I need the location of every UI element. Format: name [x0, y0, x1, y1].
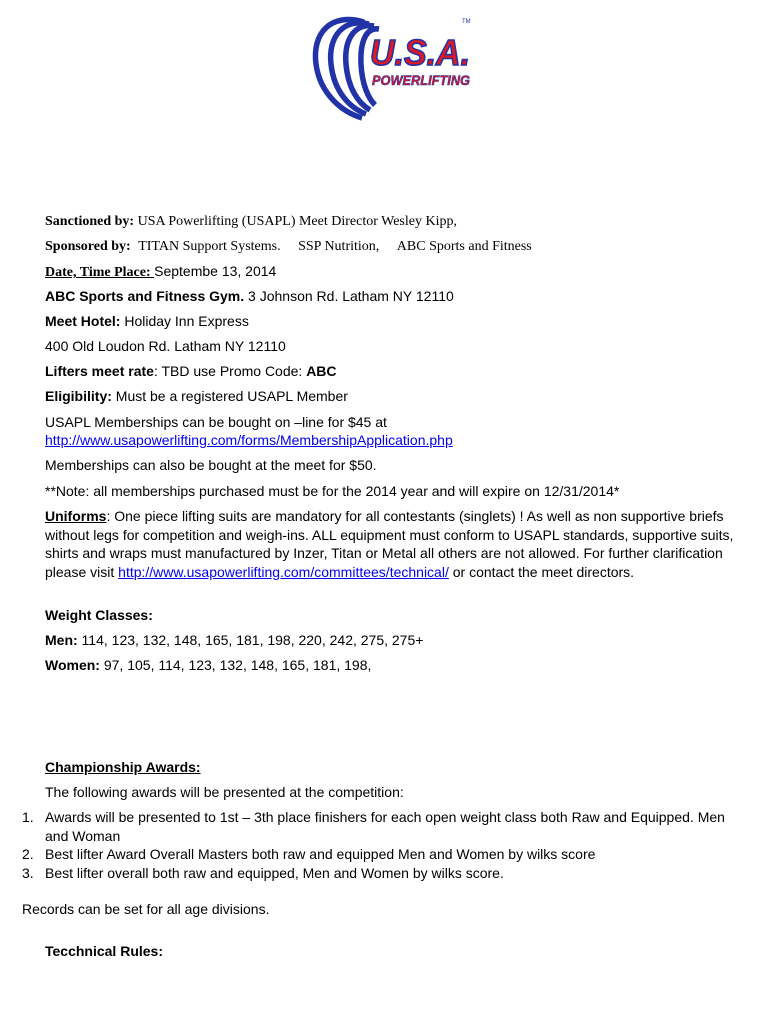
list-item: [22, 808, 752, 845]
uniforms-tail: or contact the meet directors.: [448, 563, 635, 580]
list-item-number: 1.: [22, 809, 34, 825]
rate-text: : TBD use Promo Code:: [153, 363, 307, 379]
gym-label: ABC Sports and Fitness Gym.: [45, 288, 245, 304]
sponsor-titan: TITAN Support Systems.: [138, 239, 281, 254]
logo-powerlifting-text: POWERLIFTING: [372, 72, 471, 88]
uniforms-paragraph: [45, 507, 745, 581]
sponsored-line: [45, 238, 532, 255]
list-item-number: 2.: [22, 846, 34, 862]
awards-list: [22, 808, 752, 882]
women-classes-line: [45, 657, 371, 674]
sanctioned-text: USA Powerlifting (USAPL) Meet Director Wesley Kipp,: [134, 214, 457, 229]
sponsored-label: Sponsored by:: [45, 239, 131, 254]
gym-line: [45, 288, 454, 305]
technical-rules-heading: Tecchnical Rules:: [45, 943, 164, 959]
promo-code: ABC: [306, 363, 337, 379]
gym-address: 3 Johnson Rd. Latham NY 12110: [244, 288, 454, 304]
uniforms-text: : One piece lifting suits are mandatory for all contestants (singlets) ! As well as non supportive briefs without legs for competition and weigh-ins. ALL equipment must conform to USAPL standards, supportive suits, shirts and wraps must manufactured by Inzer, Titan or Metal all others are not allowed. For further clarification please visit: [45, 508, 734, 580]
men-classes: 114, 123, 132, 148, 165, 181, 198, 220, 242, 275, 275+: [77, 632, 424, 648]
list-item-text: Best lifter Award Overall Masters both raw and equipped Men and Women by wilks score: [45, 846, 596, 862]
list-item-text: Best lifter overall both raw and equipped, Men and Women by wilks score.: [45, 864, 504, 881]
rate-label: Lifters meet rate: [45, 363, 154, 379]
list-item-number: 3.: [22, 864, 34, 881]
technical-link[interactable]: http://www.usapowerlifting.com/committees/technical/: [118, 563, 449, 580]
logo-usa-text: U.S.A.: [370, 32, 470, 73]
list-item: [22, 845, 752, 864]
hotel-line: [45, 313, 249, 330]
date-label: Date, Time Place:: [45, 265, 155, 280]
date-text: Septembe 13, 2014: [154, 263, 277, 279]
membership-link[interactable]: http://www.usapowerlifting.com/forms/MembershipApplication.php: [45, 432, 453, 448]
eligibility-line: [45, 388, 348, 405]
membership-text: USAPL Memberships can be bought on –line for $45 at: [45, 414, 387, 430]
rate-line: [45, 363, 337, 380]
hotel-name: Holiday Inn Express: [120, 313, 249, 329]
awards-heading: Championship Awards:: [45, 759, 201, 775]
women-label: Women:: [45, 657, 100, 673]
sponsor-ssp: SSP Nutrition,: [298, 239, 380, 254]
membership-meet-text: Memberships can also be bought at the meet for $50.: [45, 457, 377, 473]
date-line: [45, 263, 276, 281]
sanctioned-line: [45, 213, 457, 230]
women-classes: 97, 105, 114, 123, 132, 148, 165, 181, 198,: [99, 657, 372, 673]
hotel-label: Meet Hotel:: [45, 313, 121, 329]
hotel-address: 400 Old Loudon Rd. Latham NY 12110: [45, 338, 286, 354]
men-classes-line: [45, 632, 423, 649]
eligibility-label: Eligibility:: [45, 388, 112, 404]
uniforms-label: Uniforms: [45, 508, 107, 524]
eligibility-text: Must be a registered USAPL Member: [111, 388, 348, 404]
men-label: Men:: [45, 632, 78, 648]
sanctioned-label: Sanctioned by:: [45, 214, 135, 229]
records-text: Records can be set for all age divisions.: [22, 901, 270, 917]
trademark-mark: TM: [462, 19, 471, 25]
membership-note: **Note: all memberships purchased must be for the 2014 year and will expire on 12/31/2014*: [45, 483, 620, 499]
list-item: [22, 864, 752, 883]
list-item-text: Awards will be presented to 1st – 3th place finishers for each open weight class both Raw and Equipped. Men and Woman: [45, 809, 725, 844]
awards-intro: The following awards will be presented at the competition:: [45, 784, 404, 800]
usa-powerlifting-logo: [294, 8, 480, 128]
weight-classes-heading: Weight Classes:: [45, 607, 153, 623]
sponsor-abc: ABC Sports and Fitness: [396, 239, 532, 254]
